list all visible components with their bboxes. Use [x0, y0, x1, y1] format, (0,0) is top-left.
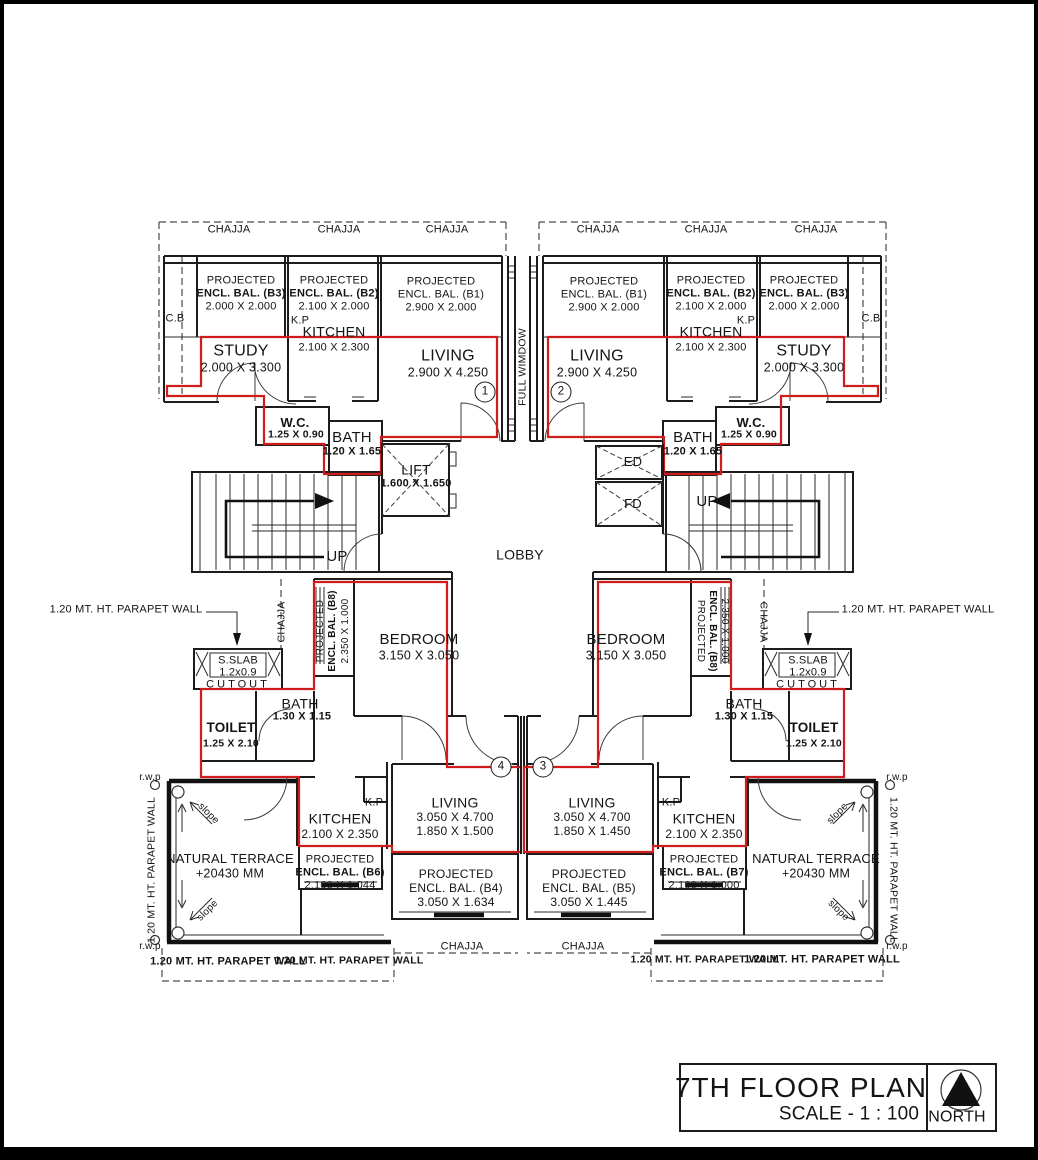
sslab-dim: 1.2x0.9: [219, 666, 257, 679]
parapet-wall-label: 1.20 MT. HT. PARAPET WALL: [150, 955, 306, 968]
leader-arrowhead: [233, 633, 241, 646]
balcony-b1-label: [561, 276, 647, 315]
door-tag-2: 2: [551, 382, 572, 403]
balcony-line: ENCL. BAL. (B6): [295, 866, 385, 879]
balcony-b5-label: [542, 867, 636, 909]
chajja-label: CHAJJA: [794, 223, 838, 236]
door-tag-4: 4: [491, 757, 512, 778]
room-dim-kitchen: 2.100 X 2.350: [301, 826, 379, 841]
balcony-line: PROJECTED: [406, 275, 476, 288]
balcony-line: ENCL. BAL. (B7): [659, 866, 749, 879]
balcony-line: PROJECTED: [206, 274, 276, 287]
balcony-line: ENCL. BAL. (B5): [542, 880, 636, 895]
balcony-line: ENCL. BAL. (B3): [759, 287, 849, 300]
room-label-bath: BATH: [281, 695, 319, 712]
room-label-kitchen: KITCHEN: [679, 323, 743, 340]
room-label-study: STUDY: [776, 342, 832, 360]
balcony-b7-label: [659, 854, 748, 893]
kp-label: K.P: [290, 314, 310, 327]
rwp-label: r.w.p: [886, 941, 908, 952]
parapet-wall-label: 1.20 MT. HT. PARAPET WALL: [630, 953, 780, 966]
plan-title: 7TH FLOOR PLAN: [674, 1072, 928, 1104]
room-label-toilet: TOILET: [206, 719, 256, 735]
balcony-line: 2.100 X 2.000: [298, 300, 370, 313]
balcony-b2-label: [666, 275, 755, 314]
chajja-label: CHAJJA: [440, 940, 484, 953]
room-dim-kitchen: 2.100 X 2.300: [298, 341, 370, 354]
room-dim-bedroom: 3.150 X 3.050: [585, 648, 667, 663]
parapet-wall-label: 1.20 MT. HT. PARAPET WALL: [887, 796, 900, 944]
balcony-line: PROJECTED: [669, 853, 739, 866]
balcony-line: 2.100 X 1.000: [668, 879, 740, 892]
balcony-line: PROJECTED: [569, 275, 639, 288]
room-label-bedroom: BEDROOM: [379, 631, 459, 648]
red-flat-outline: [167, 337, 521, 852]
balcony-line: 2.000 X 2.000: [205, 300, 277, 313]
parapet-wall-label: 1.20 MT. HT. PARAPET WALL: [841, 603, 995, 616]
sslab-dim: 1.2x0.9: [789, 666, 827, 679]
terrace-label: NATURAL TERRACE: [752, 851, 880, 867]
balcony-line: 2.100 X 1.044: [304, 879, 376, 892]
room-dim-living: 2.900 X 4.250: [407, 365, 489, 380]
stair-arrowhead: [315, 493, 334, 509]
balcony-b1-label: [398, 276, 484, 315]
parapet-wall-label: 1.20 MT. HT. PARAPET WALL: [145, 796, 158, 944]
duct-label-ed: ED: [623, 454, 643, 470]
slope-label: slope: [195, 800, 222, 827]
kp-label: K.P: [364, 796, 384, 809]
room-label-kitchen: KITCHEN: [308, 810, 372, 827]
room-label-living: LIVING: [568, 794, 616, 811]
parapet-wall-label: 1.20 MT. HT. PARAPET WALL: [744, 953, 900, 966]
room-dim-bedroom: 3.150 X 3.050: [378, 648, 460, 663]
room-label-bedroom: BEDROOM: [586, 631, 666, 648]
room-dim-bath: 1.20 X 1.65: [322, 445, 382, 458]
door-tag-1: 1: [475, 382, 496, 403]
room-label-wc: W.C.: [280, 415, 310, 431]
rwp-drain-circle: [172, 786, 184, 798]
full-window-label: FULL WIMDOW: [516, 328, 529, 406]
slope-label: slope: [825, 897, 852, 924]
room-label-bath: BATH: [673, 429, 713, 446]
balcony-line: 2.900 X 2.000: [568, 301, 640, 314]
balcony-b8-line: 2.350 X 1.000: [719, 598, 730, 664]
kp-label: K.P: [736, 314, 756, 327]
balcony-line: ENCL. BAL. (B3): [196, 287, 286, 300]
floorplan-drawing: [4, 4, 1038, 1151]
duct-label-fd: FD: [624, 496, 642, 512]
terrace-level: +20430 MM: [195, 866, 265, 881]
room-dim-toilet: 1.25 X 2.10: [203, 737, 259, 750]
room-label-kitchen: KITCHEN: [672, 810, 736, 827]
room-dim-bath: 1.20 X 1.65: [663, 445, 723, 458]
balcony-line: PROJECTED: [418, 866, 494, 881]
room-dim-toilet: 1.25 X 2.10: [786, 737, 842, 750]
chajja-label: CHAJJA: [561, 940, 605, 953]
balcony-b8-line: ENCL. BAL. (B8): [707, 590, 718, 672]
chajja-label: CHAJJA: [425, 223, 469, 236]
balcony-line: PROJECTED: [305, 853, 375, 866]
plan-scale: SCALE - 1 : 100: [778, 1103, 920, 1125]
room-label-kitchen: KITCHEN: [302, 323, 366, 340]
room-dim-wc: 1.25 X 0.90: [268, 428, 324, 441]
balcony-line: PROJECTED: [299, 274, 369, 287]
room-dim-bath: 1.30 X 1.15: [714, 710, 774, 723]
kp-label: K.P: [661, 796, 681, 809]
rwp-label: r.w.p: [139, 941, 161, 952]
room-label-living: LIVING: [570, 347, 624, 365]
balcony-b8-line: ENCL. BAL. (B8): [327, 590, 338, 672]
room-dim-lift: 1.600 X 1.650: [380, 477, 452, 490]
up-label: UP: [326, 548, 348, 565]
room-label-study: STUDY: [213, 342, 269, 360]
balcony-line: ENCL. BAL. (B1): [397, 288, 485, 301]
balcony-line: ENCL. BAL. (B4): [409, 880, 503, 895]
room-label-living: LIVING: [421, 347, 475, 365]
chajja-label: CHAJJA: [275, 601, 288, 643]
room-label-bath: BATH: [332, 429, 372, 446]
balcony-line: 3.050 X 1.445: [550, 895, 628, 910]
balcony-line: PROJECTED: [551, 866, 627, 881]
room-label-bath: BATH: [725, 695, 763, 712]
room-dim-living: 1.850 X 1.450: [553, 823, 631, 838]
room-label-lift: LIFT: [401, 461, 431, 478]
balcony-line: 3.050 X 1.634: [417, 895, 495, 910]
stair-arrow: [226, 501, 324, 557]
balcony-b8-line: PROJECTED: [315, 599, 326, 663]
rwp-drain-circle: [172, 927, 184, 939]
rwp-label: r.w.p: [139, 772, 161, 783]
room-dim-study: 2.000 X 3.300: [200, 360, 282, 375]
parapet-wall-label: 1.20 MT. HT. PARAPET WALL: [274, 954, 424, 967]
terrace-level: +20430 MM: [781, 866, 851, 881]
room-dim-study: 2.000 X 3.300: [763, 360, 845, 375]
rwp-label: r.w.p: [886, 772, 908, 783]
room-dim-living: 3.050 X 4.700: [553, 809, 631, 824]
room-dim-living: 1.850 X 1.500: [416, 823, 494, 838]
room-dim-kitchen: 2.100 X 2.300: [675, 341, 747, 354]
room-dim-living: 2.900 X 4.250: [556, 365, 638, 380]
parapet-wall-label: 1.20 MT. HT. PARAPET WALL: [49, 603, 203, 616]
chajja-label: CHAJJA: [684, 223, 728, 236]
room-label-toilet: TOILET: [789, 719, 839, 735]
duct-shafts: [596, 444, 701, 572]
slope-label: slope: [194, 897, 221, 924]
slope-label: slope: [824, 800, 851, 827]
balcony-b3-label: [759, 275, 848, 314]
room-label-wc: W.C.: [736, 415, 766, 431]
balcony-b4-label: [409, 867, 503, 909]
north-label: NORTH: [928, 1108, 986, 1126]
up-label: UP: [696, 493, 718, 510]
balcony-line: PROJECTED: [769, 274, 839, 287]
balcony-b6-label: [295, 854, 384, 893]
balcony-line: ENCL. BAL. (B2): [289, 287, 379, 300]
balcony-line: ENCL. BAL. (B1): [560, 288, 648, 301]
chajja-label: CHAJJA: [207, 223, 251, 236]
balcony-b8-line: PROJECTED: [695, 599, 706, 663]
room-label-living: LIVING: [431, 794, 479, 811]
lobby-label: LOBBY: [496, 546, 544, 563]
cb-label: C.B: [165, 312, 185, 325]
cutout-label: CUTOUT: [776, 678, 840, 691]
balcony-b3-label: [196, 275, 285, 314]
room-dim-kitchen: 2.100 X 2.350: [665, 826, 743, 841]
terrace-label: NATURAL TERRACE: [166, 851, 294, 867]
balcony-line: 2.100 X 2.000: [675, 300, 747, 313]
balcony-line: ENCL. BAL. (B2): [666, 287, 756, 300]
room-dim-living: 3.050 X 4.700: [416, 809, 494, 824]
room-dim-wc: 1.25 X 0.90: [721, 428, 777, 441]
balcony-b2-label: [289, 275, 378, 314]
cb-label: C.B: [861, 312, 881, 325]
cutout-label: CUTOUT: [206, 678, 270, 691]
balcony-line: 2.900 X 2.000: [405, 301, 477, 314]
chajja-label: CHAJJA: [317, 223, 361, 236]
balcony-line: 2.000 X 2.000: [768, 300, 840, 313]
sslab-label: S.SLAB: [218, 654, 258, 667]
balcony-b8-line: 2.350 X 1.000: [340, 598, 351, 664]
balcony-line: PROJECTED: [676, 274, 746, 287]
room-dim-bath: 1.30 X 1.15: [272, 710, 332, 723]
chajja-label: CHAJJA: [576, 223, 620, 236]
chajja-label: CHAJJA: [757, 601, 770, 643]
sslab-label: S.SLAB: [788, 654, 828, 667]
door-tag-3: 3: [533, 757, 554, 778]
